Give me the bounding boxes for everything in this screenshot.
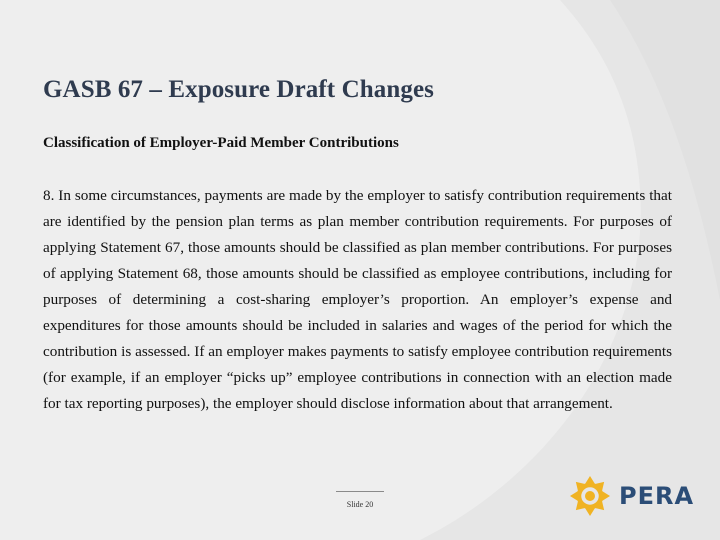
- sun-icon: [568, 474, 612, 518]
- pera-logo: [568, 474, 694, 518]
- footer-divider: [336, 491, 384, 492]
- logo-text: PERA: [619, 482, 695, 510]
- slide-title: GASB 67 – Exposure Draft Changes: [43, 76, 434, 103]
- slide-number: Slide 20: [346, 500, 374, 509]
- body-paragraph: 8. In some circumstances, payments are made by the employer to satisfy contribution requirements that are identified by the pension plan terms as plan member contribution requirements. For purposes of applying Statement 67, those amounts should be classified as plan member contributions. For purposes of applying Statement 68, those amounts should be classified as employee contributions, including for purposes of determining a cost-sharing employer’s proportion. An employer’s expense and expenditures for those amounts should be included in salaries and wages of the period for which the contribution is assessed. If an employer makes payments to satisfy employee contribution requirements (for example, if an employer “picks up” employee contributions in connection with an election made for tax reporting purposes), the employer should disclose information about that arrangement.: [43, 187, 672, 412]
- slide-subtitle: Classification of Employer-Paid Member Contributions: [43, 135, 399, 151]
